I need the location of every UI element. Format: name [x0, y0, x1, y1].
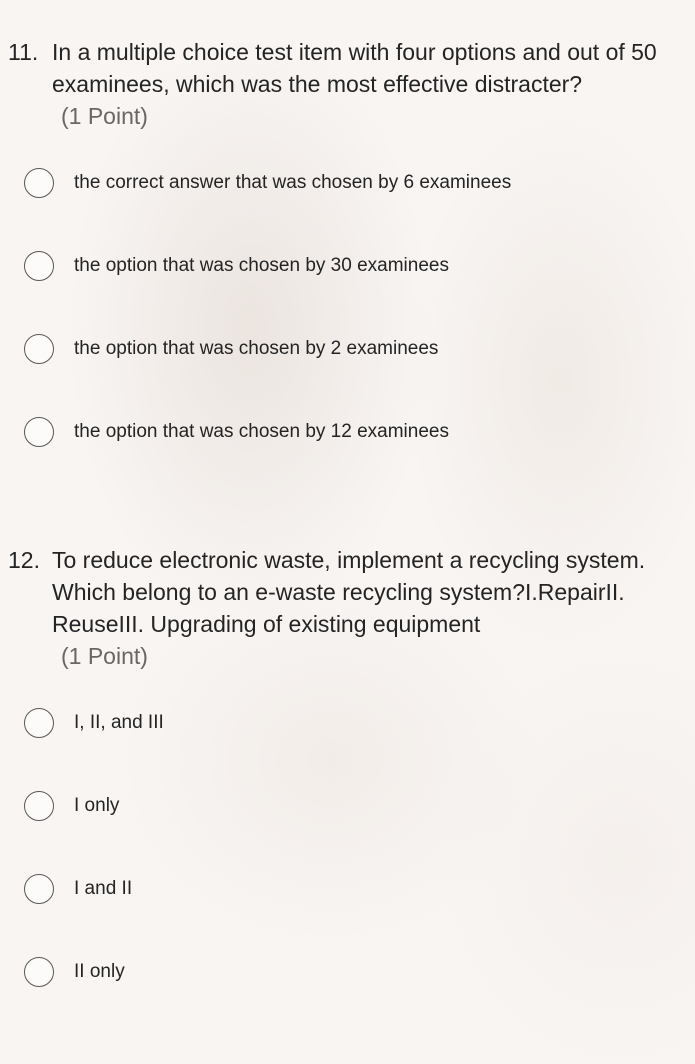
option-q11-c[interactable] [24, 332, 438, 366]
option-label: I, II, and III [74, 712, 164, 733]
option-label: the option that was chosen by 12 examinees [74, 421, 449, 442]
question-header [0, 544, 695, 640]
option-label: the correct answer that was chosen by 6 examinees [74, 172, 512, 193]
radio-button[interactable] [24, 168, 54, 198]
option-label: the option that was chosen by 30 examinees [74, 255, 449, 276]
option-q12-d[interactable] [24, 955, 125, 989]
question-header [0, 36, 695, 100]
radio-button[interactable] [24, 334, 54, 364]
radio-button[interactable] [24, 417, 54, 447]
option-q11-a[interactable] [24, 166, 511, 200]
option-q11-d[interactable] [24, 415, 449, 449]
option-q12-a[interactable] [24, 706, 164, 740]
question-text: In a multiple choice test item with four options and out of 50 examinees, which was the most effective distracter? [52, 39, 657, 97]
radio-button[interactable] [24, 874, 54, 904]
question-points: (1 Point) [61, 643, 148, 669]
radio-button[interactable] [24, 708, 54, 738]
option-q11-b[interactable] [24, 249, 449, 283]
question-number: 12. [8, 547, 40, 573]
option-label: I only [74, 795, 120, 816]
radio-button[interactable] [24, 251, 54, 281]
question-11 [0, 36, 695, 132]
radio-button[interactable] [24, 791, 54, 821]
option-label: I and II [74, 878, 133, 899]
option-label: the option that was chosen by 2 examinees [74, 338, 439, 359]
option-label: II only [74, 961, 125, 982]
question-number: 11. [8, 39, 39, 65]
option-q12-c[interactable] [24, 872, 132, 906]
option-q12-b[interactable] [24, 789, 119, 823]
question-points: (1 Point) [61, 103, 148, 129]
question-12 [0, 544, 695, 672]
question-text: To reduce electronic waste, implement a recycling system. Which belong to an e-waste recycling system?I.RepairII. ReuseIII. Upgrading of existing equipment [52, 547, 646, 637]
radio-button[interactable] [24, 957, 54, 987]
